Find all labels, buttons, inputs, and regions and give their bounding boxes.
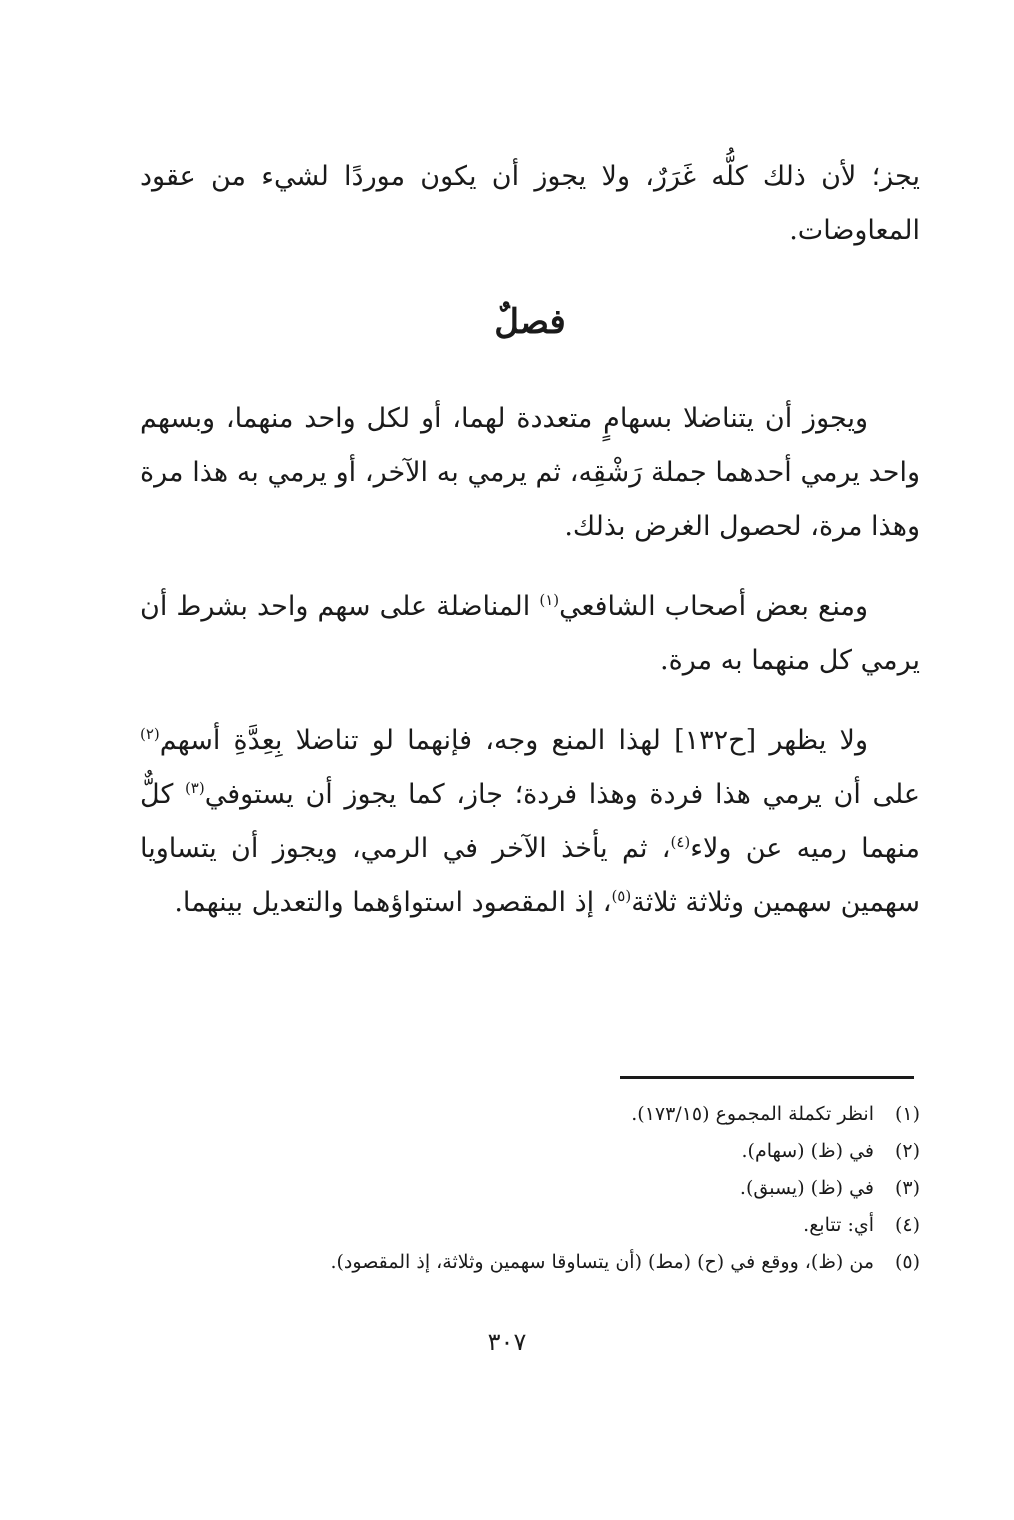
paragraph-4-text-e: ، إذ المقصود استواؤهما والتعديل بينهما.	[174, 887, 612, 918]
paragraph-4-text-a: ولا يظهر [ح١٣٢] لهذا المنع وجه، فإنهما لو تناضلا بِعِدَّةِ أسهم	[159, 725, 868, 756]
footnote-ref-3: (٣)	[184, 779, 205, 797]
footnote-text: في (ظ) (يسبق).	[739, 1177, 874, 1199]
paragraph-4-text-b: على أن يرمي هذا فردة وهذا فردة؛ جاز، كما يجوز أن يستوفي	[204, 779, 920, 810]
footnote-text: أي: تتابع.	[803, 1214, 874, 1236]
footnote-1	[140, 1096, 920, 1133]
paragraph-3-text-b: المناضلة على سهم واحد بشرط أن يرمي كل منهما به مرة.	[140, 591, 920, 676]
footnote-text: من (ظ)، ووقع في (ح) (مط) (أن يتساوقا سهمين وثلاثة، إذ المقصود).	[330, 1251, 874, 1273]
footnote-4	[140, 1207, 920, 1244]
paragraph-2: ويجوز أن يتناضلا بسهامٍ متعددة لهما، أو لكل واحد منهما، وبسهم واحد يرمي أحدهما جملة رَشْقِه، ثم يرمي به الآخر، أو يرمي به هذا مرة وهذا مرة، لحصول الغرض بذلك.	[140, 403, 920, 542]
footnote-number: (١)	[894, 1103, 920, 1125]
footnote-number: (٥)	[894, 1251, 920, 1273]
footnote-text: انظر تكملة المجموع (١٧٣/١٥).	[631, 1103, 874, 1125]
footnote-number: (٣)	[894, 1177, 920, 1199]
paragraph-4	[140, 714, 920, 930]
paragraph-4-text-d: ، ثم يأخذ الآخر في الرمي، ويجوز أن يتساويا سهمين سهمين وثلاثة ثلاثة	[140, 833, 920, 918]
paragraph-3-text-a: ومنع بعض أصحاب الشافعي	[559, 591, 868, 622]
footnote-separator	[620, 1076, 914, 1079]
footnote-number: (٢)	[894, 1140, 920, 1162]
footnote-2	[140, 1133, 920, 1170]
footnote-number: (٤)	[894, 1214, 920, 1236]
footnote-ref-2: (٢)	[140, 725, 160, 743]
footnote-ref-4: (٤)	[670, 833, 691, 851]
main-text	[140, 150, 920, 956]
paragraph-3	[140, 580, 920, 688]
footnote-text: في (ظ) (سهام).	[741, 1140, 874, 1162]
footnote-3	[140, 1170, 920, 1207]
footnotes	[140, 1096, 920, 1281]
page-number: ٣٠٧	[487, 1328, 527, 1356]
footnote-5	[140, 1244, 920, 1281]
paragraph-4-text-c: كلٌّ منهما رميه عن ولاء	[140, 779, 920, 864]
footnote-ref-1: (١)	[539, 591, 560, 609]
paragraph-1: يجز؛ لأن ذلك كلُّه غَرَرٌ، ولا يجوز أن يكون موردًا لشيء من عقود المعاوضات.	[140, 161, 920, 246]
section-heading: فصلٌ	[494, 302, 566, 342]
footnote-ref-5: (٥)	[611, 887, 632, 905]
